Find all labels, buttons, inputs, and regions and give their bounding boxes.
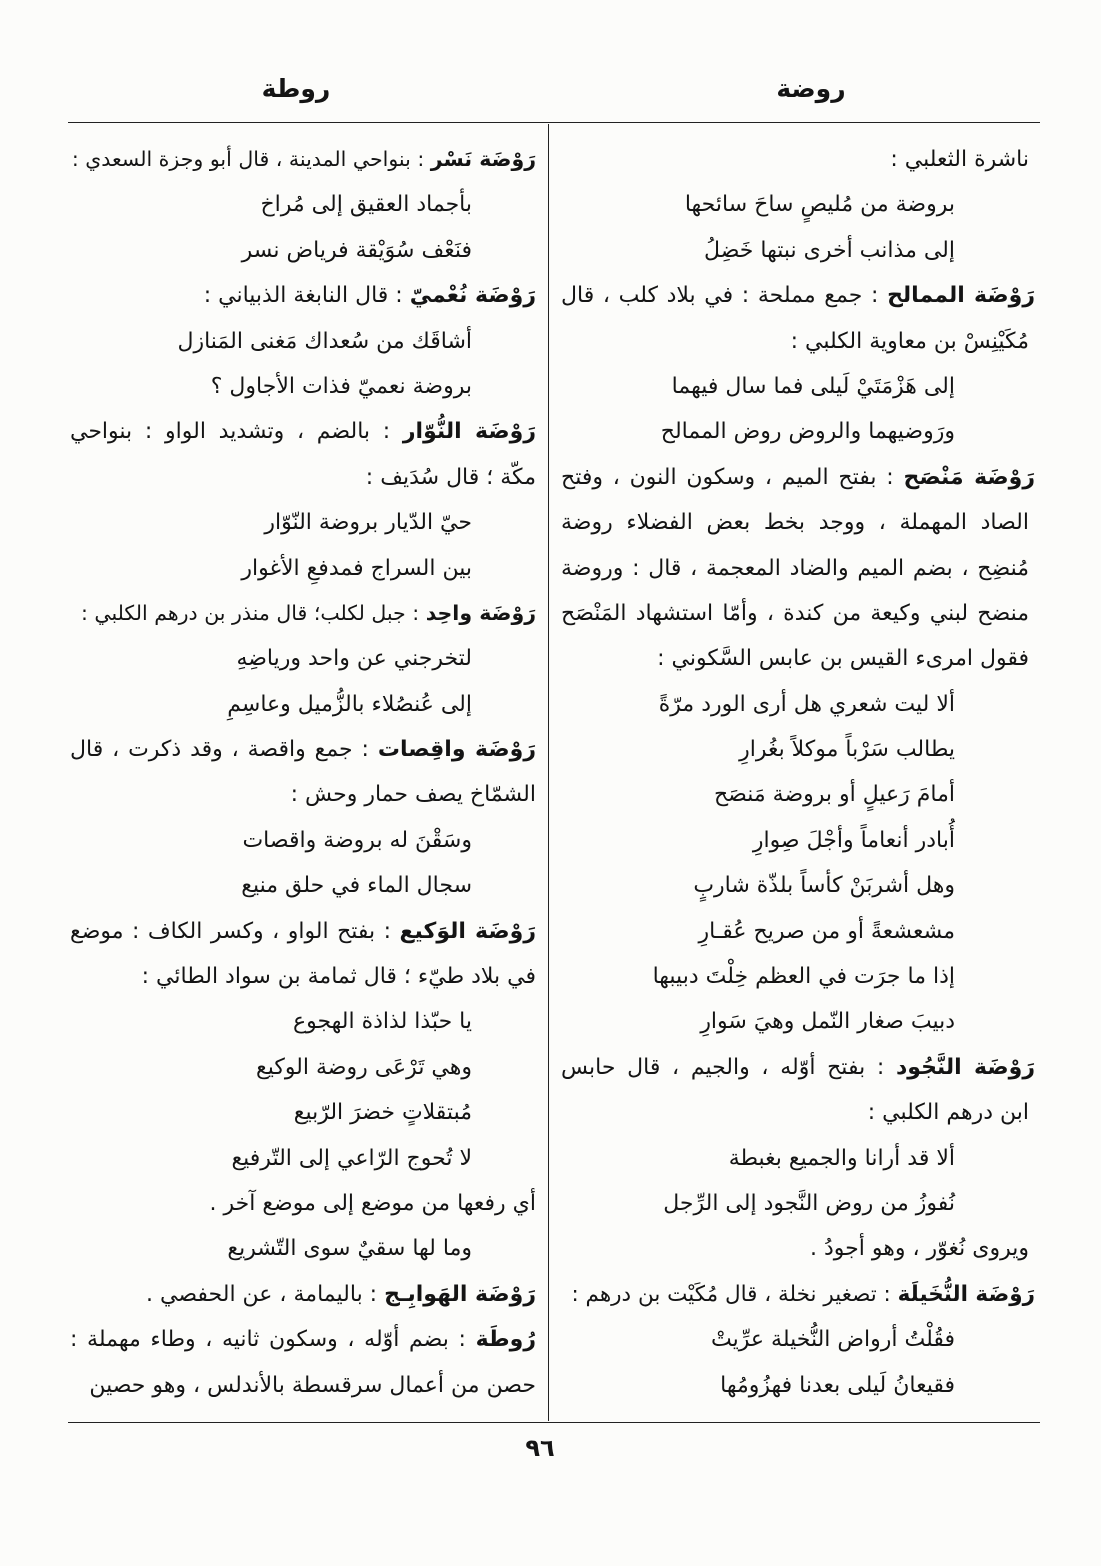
- entry-definition: : بضم أوّله ، وسكون ثانيه ، وطاء مهملة :: [70, 1327, 466, 1353]
- running-header-right: روضة: [776, 74, 846, 103]
- entry-line: [70, 1317, 536, 1362]
- verse-line: ورَوضيهما والروض روض الممالح: [660, 419, 955, 445]
- verse-line: فقيعانُ لَيلى بعدنا فهزُومُها: [720, 1372, 955, 1398]
- prose-line: أي رفعها من موضع إلى موضع آخر .: [209, 1190, 536, 1216]
- verse-line: نُفوزُ من روض النَّجود إلى الرِّجل: [663, 1190, 955, 1216]
- entry-headword: رَوْضَة واقِصات: [377, 737, 536, 763]
- entry-line: [561, 1045, 1035, 1090]
- prose-line: الصاد المهملة ، ووجد بخط بعض الفضلاء روضة: [561, 510, 1029, 536]
- verse-line: بأجماد العقيق إلى مُراخ: [260, 192, 472, 218]
- entry-definition: : جمع واقصة ، وقد ذكرت ، قال: [70, 737, 369, 763]
- entry-definition: : جمع مملحة : في بلاد كلب ، قال: [561, 283, 879, 309]
- prose-line: ابن درهم الكلبي :: [867, 1100, 1029, 1126]
- entry-definition: : بنواحي المدينة ، قال أبو وجزة السعدي :: [71, 147, 425, 171]
- entry-definition: : باليمامة ، عن الحفصي .: [146, 1281, 378, 1307]
- right-column: [561, 137, 1035, 1408]
- verse-line: ألا ليت شعري هل أرى الورد مرّةً: [658, 691, 955, 717]
- verse-line: فنَعْف سُوَيْقة فرياض نسر: [241, 237, 472, 263]
- column-divider: [548, 124, 549, 1421]
- entry-headword: رَوْضَة النَّجُود: [895, 1054, 1035, 1080]
- entry-headword: رَوْضَة الممالح: [887, 283, 1035, 309]
- entry-headword: رَوْضَة الوَكيع: [399, 918, 536, 944]
- entry-line: [561, 273, 1035, 318]
- prose-line: منضح لبني وكيعة من كندة ، وأمّا استشهاد المَنْصَح: [561, 600, 1029, 626]
- entry-line: [561, 1272, 1035, 1317]
- verse-line: وسَقْنَ له بروضة واقصات: [242, 827, 472, 853]
- verse-line: أمامَ رَعيلٍ أو بروضة مَنصَح: [713, 782, 955, 808]
- entry-line: [70, 727, 536, 772]
- entry-headword: رَوْضَة النُّوّار: [402, 419, 536, 445]
- verse-line: فقُلْتُ أرواض النُّخيلة عرِّيتْ: [711, 1327, 955, 1353]
- verse-line: دبيبَ صغار النّمل وهيَ سَوارِ: [700, 1009, 955, 1035]
- verse-line: أُبادر أنعاماً وأجْلَ صِوارِ: [752, 827, 955, 853]
- entry-line: [70, 909, 536, 954]
- entry-headword: رَوْضَة واحِد: [425, 600, 536, 625]
- verse-line: أشاقَك من سُعداك مَغنى المَنازل: [177, 328, 472, 354]
- prose-line: ناشرة الثعلبي :: [890, 147, 1029, 172]
- prose-line: مُكَيْنِسْ بن معاوية الكلبي :: [790, 328, 1029, 354]
- entry-headword: رَوْضَة نَسْر: [430, 147, 536, 171]
- verse-line: سجال الماء في حلق منيع: [241, 873, 472, 899]
- verse-line: بروضة نعميّ فذات الأجاول ؟: [210, 373, 472, 399]
- running-header-left: روطة: [261, 74, 331, 103]
- verse-line: إلى عُنصُلاء بالزُّميل وعاسِمِ: [227, 691, 472, 717]
- prose-line: الشمّاخ يصف حمار وحش :: [290, 782, 536, 808]
- left-column: [70, 137, 536, 1408]
- entry-line: [70, 137, 536, 182]
- verse-line: وهل أشربَنْ كأساً بلذّة شاربٍ: [693, 873, 955, 899]
- entry-line: [561, 455, 1035, 500]
- entry-headword: رُوطَة: [475, 1327, 536, 1353]
- verse-line: بروضة من مُليصٍ ساحَ سائحها: [684, 192, 955, 218]
- verse-line: مُبتقلاتٍ خضرَ الرّبيع: [293, 1100, 472, 1126]
- verse-line: بين السراج فمدفعِ الأغوار: [241, 555, 472, 581]
- entry-line: [70, 409, 536, 454]
- verse-line: لتخرجني عن واحد ورياضِهِ: [236, 646, 472, 672]
- prose-line: في بلاد طيّء ؛ قال ثمامة بن سواد الطائي :: [141, 964, 536, 990]
- entry-headword: رَوْضَة النُّخَيلَة: [897, 1281, 1035, 1307]
- verse-line: إذا ما جرَت في العظم خِلْتَ دبيبها: [652, 964, 955, 990]
- verse-line: إلى مذانب أخرى نبتها خَضِلُ: [704, 237, 955, 263]
- entry-definition: : جبل لكلب؛ قال منذر بن درهم الكلبي :: [80, 600, 420, 625]
- verse-line: وهي تَرْعَى روضة الوكيع: [256, 1054, 472, 1080]
- entry-definition: : بفتح أوّله ، والجيم ، قال حابس: [561, 1054, 885, 1080]
- verse-line: يطالب سَرْباً موكلاً بغُرارِ: [739, 737, 955, 763]
- entry-definition: : قال النابغة الذبياني :: [203, 283, 403, 309]
- prose-line: مُنضِح ، بضم الميم والضاد المعجمة ، قال : وروضة: [561, 555, 1029, 581]
- page-number: ٩٦: [525, 1434, 555, 1462]
- verse-line: إلى هَزْمَتَيْ لَيلى فما سال فيهما: [671, 373, 955, 399]
- verse-line: لا تُحوج الرّاعي إلى التّرفيع: [231, 1145, 472, 1171]
- entry-headword: رَوْضَة مَنْصَح: [903, 464, 1035, 490]
- entry-definition: : تصغير نخلة ، قال مُكَيْت بن درهم :: [571, 1281, 891, 1307]
- prose-line: فقول امرىء القيس بن عابس السَّكوني :: [657, 646, 1029, 672]
- entry-headword: رَوْضَة الهَوابِـج: [384, 1281, 536, 1307]
- entry-line: [70, 591, 536, 636]
- footer-rule: [68, 1422, 1040, 1423]
- verse-line: يا حبّذا لذاذة الهجوع: [292, 1009, 472, 1035]
- entry-definition: : بفتح الميم ، وسكون النون ، وفتح: [561, 464, 894, 490]
- prose-line: ويروى نُغوّر ، وهو أجودُ .: [810, 1236, 1029, 1262]
- prose-line: حصن من أعمال سرقسطة بالأندلس ، وهو حصين: [89, 1372, 536, 1398]
- entry-line: [70, 1272, 536, 1317]
- entry-headword: رَوْضَة نُعْميّ: [409, 283, 536, 309]
- entry-definition: : بفتح الواو ، وكسر الكاف : موضع: [70, 918, 392, 944]
- verse-line: حيّ الدّيار بروضة النّوّار: [264, 510, 472, 536]
- verse-line: مشعشعةً أو من صريح عُقـارِ: [698, 918, 955, 944]
- header-rule: [68, 122, 1040, 123]
- verse-line: وما لها سقيٌ سوى التّشريع: [227, 1236, 472, 1262]
- entry-line: [70, 273, 536, 318]
- verse-line: ألا قد أرانا والجميع بغبطة: [728, 1145, 955, 1171]
- prose-line: مكّة ؛ قال سُدَيف :: [365, 464, 536, 490]
- entry-definition: : بالضم ، وتشديد الواو : بنواحي: [70, 419, 391, 445]
